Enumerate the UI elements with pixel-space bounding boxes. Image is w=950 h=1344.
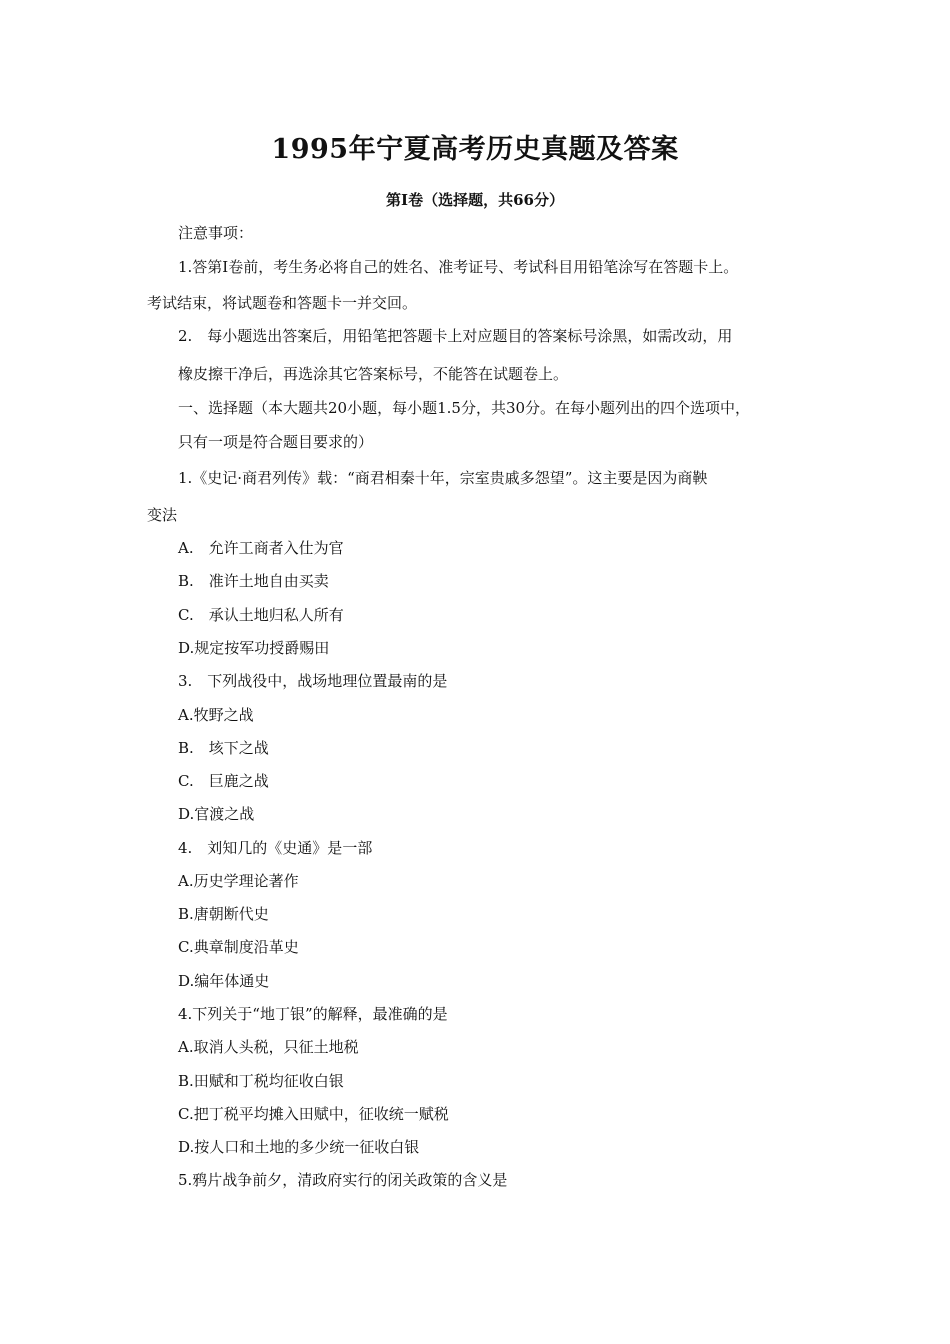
- question-3-option-a: A.牧野之战: [178, 706, 254, 724]
- question-3-option-b: B. 垓下之战: [178, 739, 269, 757]
- section-instructions: 一、选择题（本大题共20小题，每小题1.5分，共30分。在每小题列出的四个选项中，: [178, 399, 751, 417]
- section-instructions-cont: 只有一项是符合题目要求的）: [178, 433, 374, 451]
- question-4b-option-c: C.把丁税平均摊入田赋中，征收统一赋税: [178, 1105, 449, 1123]
- question-4-option-c: C.典章制度沿革史: [178, 938, 299, 956]
- question-4b-option-a: A.取消人头税，只征土地税: [178, 1038, 359, 1056]
- question-4b-option-d: D.按人口和土地的多少统一征收白银: [178, 1138, 420, 1156]
- notice-item-2-cont: 橡皮擦干净后，再选涂其它答案标号，不能答在试题卷上。: [178, 365, 569, 383]
- question-5-stem: 5.鸦片战争前夕，清政府实行的闭关政策的含义是: [178, 1171, 508, 1189]
- notice-item-2: 2. 每小题选出答案后，用铅笔把答题卡上对应题目的答案标号涂黑，如需改动，用: [178, 327, 733, 345]
- question-4-option-d: D.编年体通史: [178, 972, 270, 990]
- question-3-stem: 3. 下列战役中，战场地理位置最南的是: [178, 672, 448, 690]
- question-3-option-c: C. 巨鹿之战: [178, 772, 269, 790]
- notice-item-1: 1.答第Ⅰ卷前，考生务必将自己的姓名、准考证号、考试科目用铅笔涂写在答题卡上。: [178, 258, 739, 276]
- question-1-option-d: D.规定按军功授爵赐田: [178, 639, 330, 657]
- question-1-stem-cont: 变法: [147, 506, 178, 524]
- question-1-option-a: A. 允许工商者入仕为官: [178, 539, 344, 557]
- question-1-option-b: B. 准许土地自由买卖: [178, 572, 329, 590]
- notice-item-1-cont: 考试结束，将试题卷和答题卡一并交回。: [147, 294, 418, 312]
- document-title: 1995年宁夏高考历史真题及答案: [271, 134, 679, 165]
- question-4b-option-b: B.田赋和丁税均征收白银: [178, 1072, 344, 1090]
- question-4b-stem: 4.下列关于“地丁银”的解释，最准确的是: [178, 1005, 448, 1023]
- notice-heading: 注意事项：: [178, 224, 254, 242]
- question-1-option-c: C. 承认土地归私人所有: [178, 606, 344, 624]
- question-4-option-b: B.唐朝断代史: [178, 905, 269, 923]
- question-1-stem: 1.《史记·商君列传》载：“商君相秦十年，宗室贵戚多怨望”。这主要是因为商鞅: [178, 469, 708, 487]
- section-heading: 第Ⅰ卷（选择题，共66分）: [386, 191, 564, 209]
- question-3-option-d: D.官渡之战: [178, 805, 255, 823]
- question-4-stem: 4. 刘知几的《史通》是一部: [178, 839, 373, 857]
- question-4-option-a: A.历史学理论著作: [178, 872, 299, 890]
